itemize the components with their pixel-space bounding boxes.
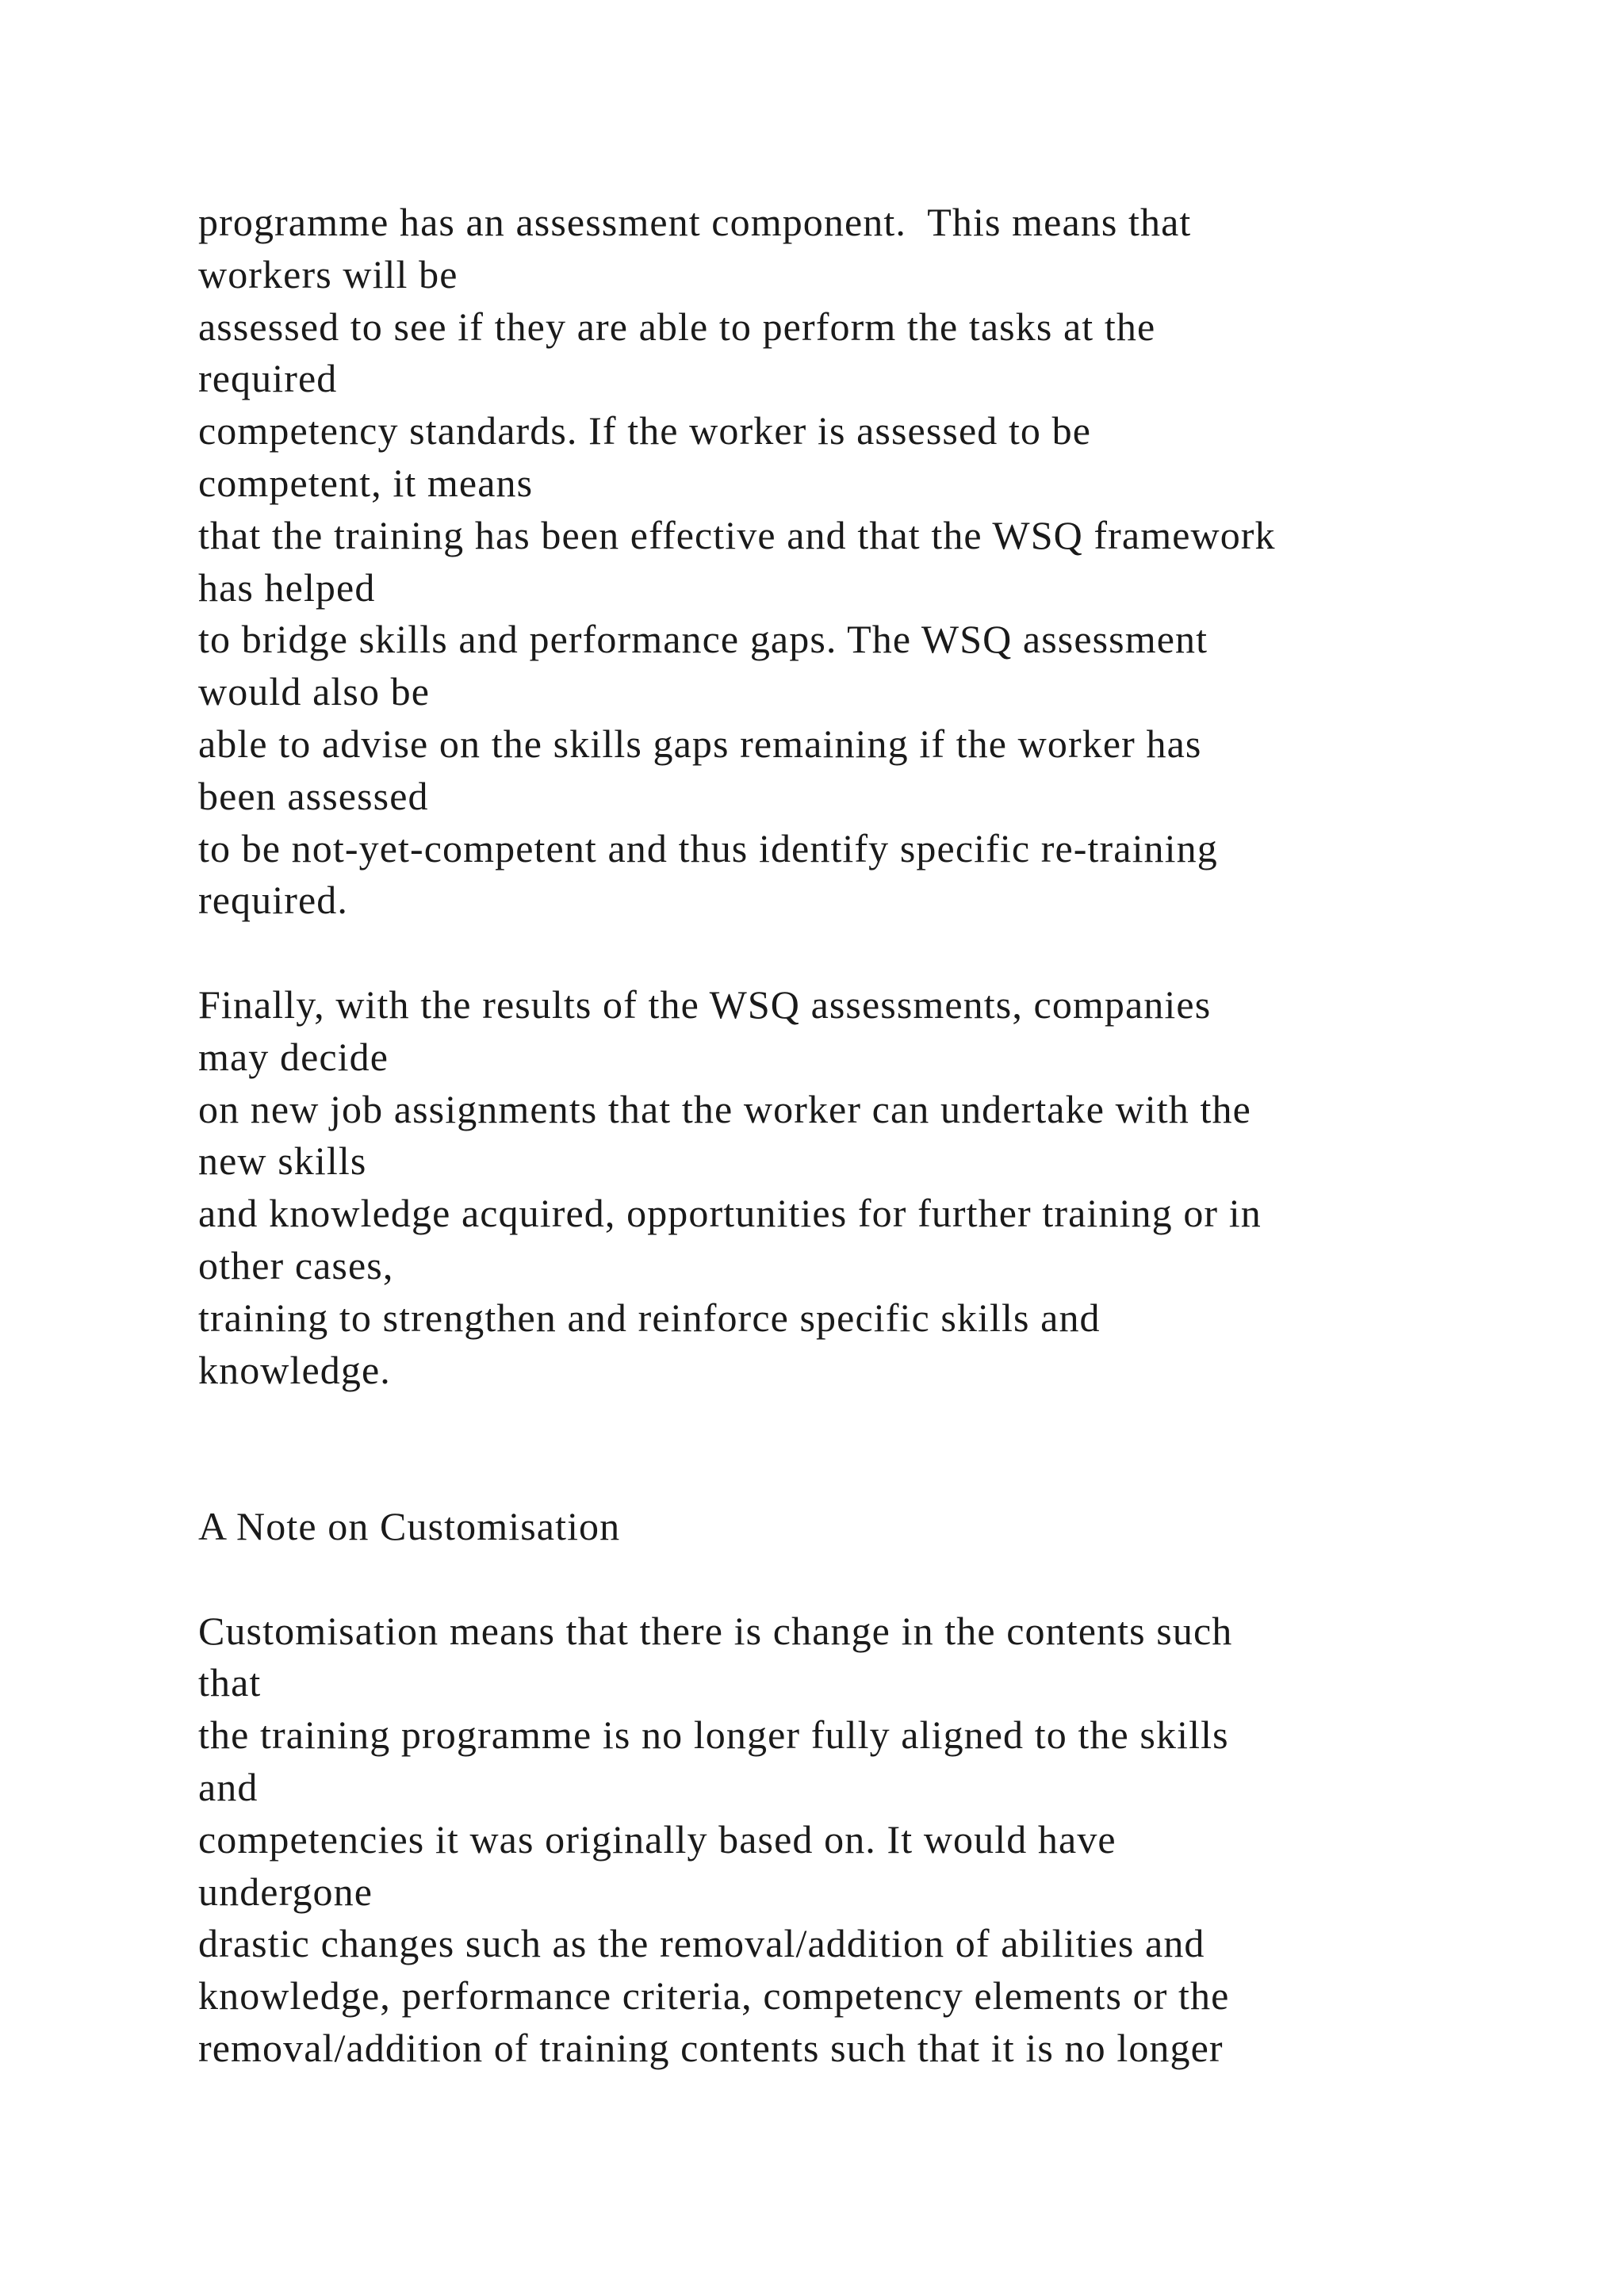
text-line: able to advise on the skills gaps remaining if the worker has (198, 721, 1202, 766)
text-line: to be not-yet-competent and thus identify specific re-training (198, 825, 1218, 871)
text-line: undergone (198, 1869, 373, 1914)
text-line: new skills (198, 1138, 367, 1184)
text-line: that the training has been effective and that the WSQ framework (198, 512, 1276, 557)
blank-line (198, 1553, 1594, 1605)
text-line: competencies it was originally based on. It would have (198, 1816, 1116, 1862)
text-line: knowledge, performance criteria, competency elements or the (198, 1973, 1230, 2019)
document-page (198, 197, 1594, 2075)
text-line: other cases, (198, 1242, 394, 1288)
text-line: training to strengthen and reinforce specific skills and (198, 1295, 1101, 1340)
blank-line (198, 1396, 1594, 1448)
section-heading: A Note on Customisation (198, 1503, 621, 1548)
text-line: competent, it means (198, 460, 534, 505)
text-line: on new job assignments that the worker can undertake with the (198, 1086, 1251, 1131)
text-line: to bridge skills and performance gaps. The WSQ assessment (198, 617, 1208, 662)
text-line: workers will be (198, 251, 458, 297)
text-line: removal/addition of training contents such that it is no longer (198, 2025, 1224, 2070)
text-line: been assessed (198, 773, 429, 818)
text-line: would also be (198, 669, 431, 714)
blank-line (198, 927, 1594, 979)
text-line: programme has an assessment component. This means that (198, 200, 1192, 244)
blank-line (198, 1448, 1594, 1501)
text-line: may decide (198, 1034, 389, 1079)
text-line: the training programme is no longer fully aligned to the skills (198, 1712, 1229, 1758)
text-line: has helped (198, 564, 376, 610)
text-line: assessed to see if they are able to perform the tasks at the (198, 304, 1156, 349)
text-line: knowledge. (198, 1347, 391, 1392)
text-line: and (198, 1764, 259, 1809)
text-line: and knowledge acquired, opportunities for further training or in (198, 1191, 1262, 1236)
text-line: competency standards. If the worker is assessed to be (198, 408, 1092, 453)
text-line: that (198, 1660, 262, 1705)
text-line: drastic changes such as the removal/addition of abilities and (198, 1921, 1205, 1966)
text-line: Customisation means that there is change in the contents such (198, 1608, 1233, 1653)
text-line: required (198, 356, 338, 401)
text-line: Finally, with the results of the WSQ assessments, companies (198, 982, 1212, 1027)
text-line: required. (198, 878, 348, 923)
